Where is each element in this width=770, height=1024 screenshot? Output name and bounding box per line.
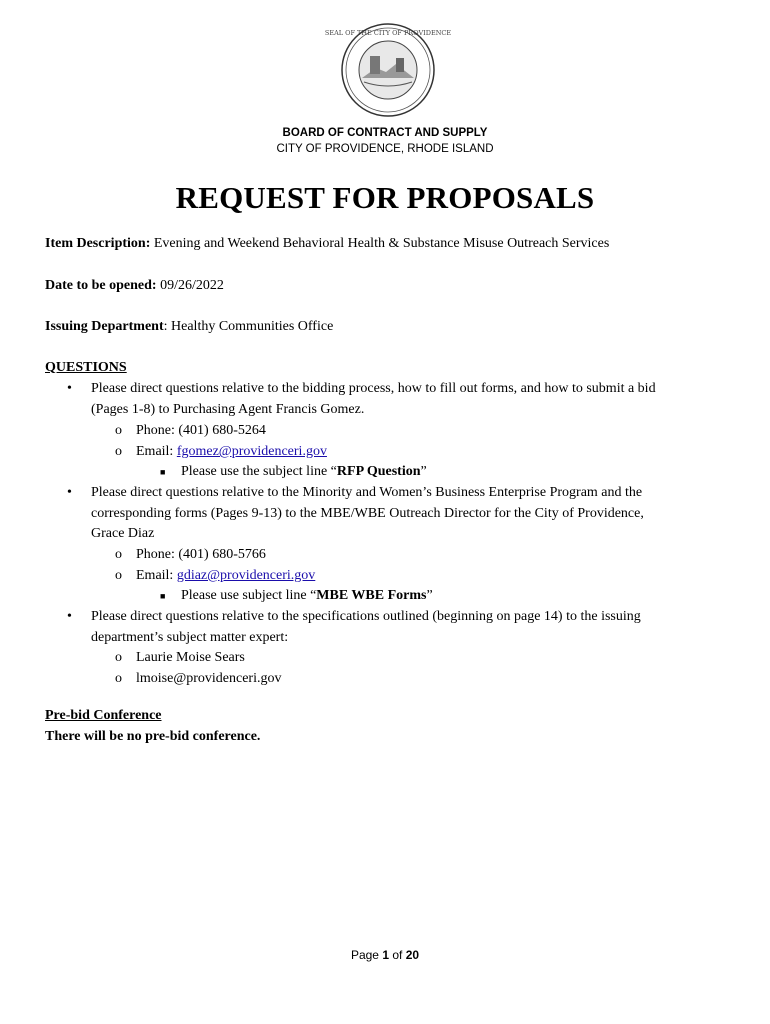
b2-line3: Grace Diaz (91, 526, 155, 541)
bullet-circle-icon: o (115, 423, 122, 438)
b2-subject-post: ” (426, 588, 433, 603)
prebid-text: There will be no pre-bid conference. (45, 729, 261, 744)
b1-phone: Phone: (401) 680-5264 (136, 423, 266, 438)
city-seal-logo (324, 20, 452, 120)
b3-name: Laurie Moise Sears (136, 650, 245, 665)
page-of: of (389, 948, 406, 962)
b2-email (136, 566, 315, 586)
bullet-circle-icon: o (115, 568, 122, 583)
page-total: 20 (405, 948, 420, 962)
b2-subject-pre: Please use subject line “ (181, 588, 317, 603)
open-date-value: 09/26/2022 (156, 278, 224, 293)
bullet-square-icon: ■ (160, 467, 166, 477)
page-number (0, 948, 770, 962)
bullet-disc-icon: • (67, 381, 72, 396)
b1-subject-post: ” (420, 464, 427, 479)
b1-subject (181, 462, 427, 482)
issuing-department-label: Issuing Department (45, 319, 164, 334)
b1-line1: Please direct questions relative to the bidding process, how to fill out forms, and how to submit a bid (91, 381, 656, 396)
b2-subject (181, 586, 433, 606)
b1-subject-pre: Please use the subject line “ (181, 464, 337, 479)
b1-email (136, 442, 327, 462)
open-date-label: Date to be opened: (45, 278, 157, 293)
b1-subject-bold: RFP Question (336, 464, 421, 479)
bullet-disc-icon: • (67, 609, 72, 624)
item-description-value: Evening and Weekend Behavioral Health & Substance Misuse Outreach Services (150, 236, 610, 251)
bullet-square-icon: ■ (160, 591, 166, 601)
org-line-1: BOARD OF CONTRACT AND SUPPLY (282, 127, 488, 139)
b2-phone: Phone: (401) 680-5766 (136, 547, 266, 562)
b1-line2: (Pages 1-8) to Purchasing Agent Francis Gomez. (91, 402, 365, 417)
b3-line2: department’s subject matter expert: (91, 630, 289, 645)
b2-line2: corresponding forms (Pages 9-13) to the MBE/WBE Outreach Director for the City of Providence, (91, 506, 644, 521)
b2-line1: Please direct questions relative to the Minority and Women’s Business Enterprise Program and the (91, 485, 643, 500)
bullet-disc-icon: • (67, 485, 72, 500)
bullet-circle-icon: o (115, 671, 122, 686)
bullet-circle-icon: o (115, 547, 122, 562)
svg-text:SEAL OF THE CITY OF PROVIDENCE: SEAL OF THE CITY OF PROVIDENCE (324, 29, 452, 37)
b3-line1: Please direct questions relative to the specifications outlined (beginning on page 14) to the issuing (91, 609, 641, 624)
page-current: 1 (382, 948, 389, 962)
issuing-department-value: : Healthy Communities Office (163, 319, 334, 334)
b2-email-link[interactable]: gdiaz@providenceri.gov (176, 568, 316, 583)
org-line-2: CITY OF PROVIDENCE, RHODE ISLAND (276, 143, 494, 155)
bullet-circle-icon: o (115, 444, 122, 459)
page-word: Page (350, 948, 383, 962)
b3-email: lmoise@providenceri.gov (136, 671, 282, 686)
document-title: REQUEST FOR PROPOSALS (175, 180, 595, 215)
b2-email-label: Email: (136, 568, 177, 583)
b1-email-label: Email: (136, 444, 177, 459)
issuing-department (45, 317, 333, 337)
b2-subject-bold: MBE WBE Forms (316, 588, 427, 603)
questions-heading: QUESTIONS (45, 360, 127, 375)
open-date (45, 276, 224, 296)
item-description (45, 234, 609, 254)
bullet-circle-icon: o (115, 650, 122, 665)
b1-email-link[interactable]: fgomez@providenceri.gov (176, 444, 327, 459)
prebid-heading: Pre-bid Conference (45, 708, 162, 723)
item-description-label: Item Description: (45, 236, 151, 251)
